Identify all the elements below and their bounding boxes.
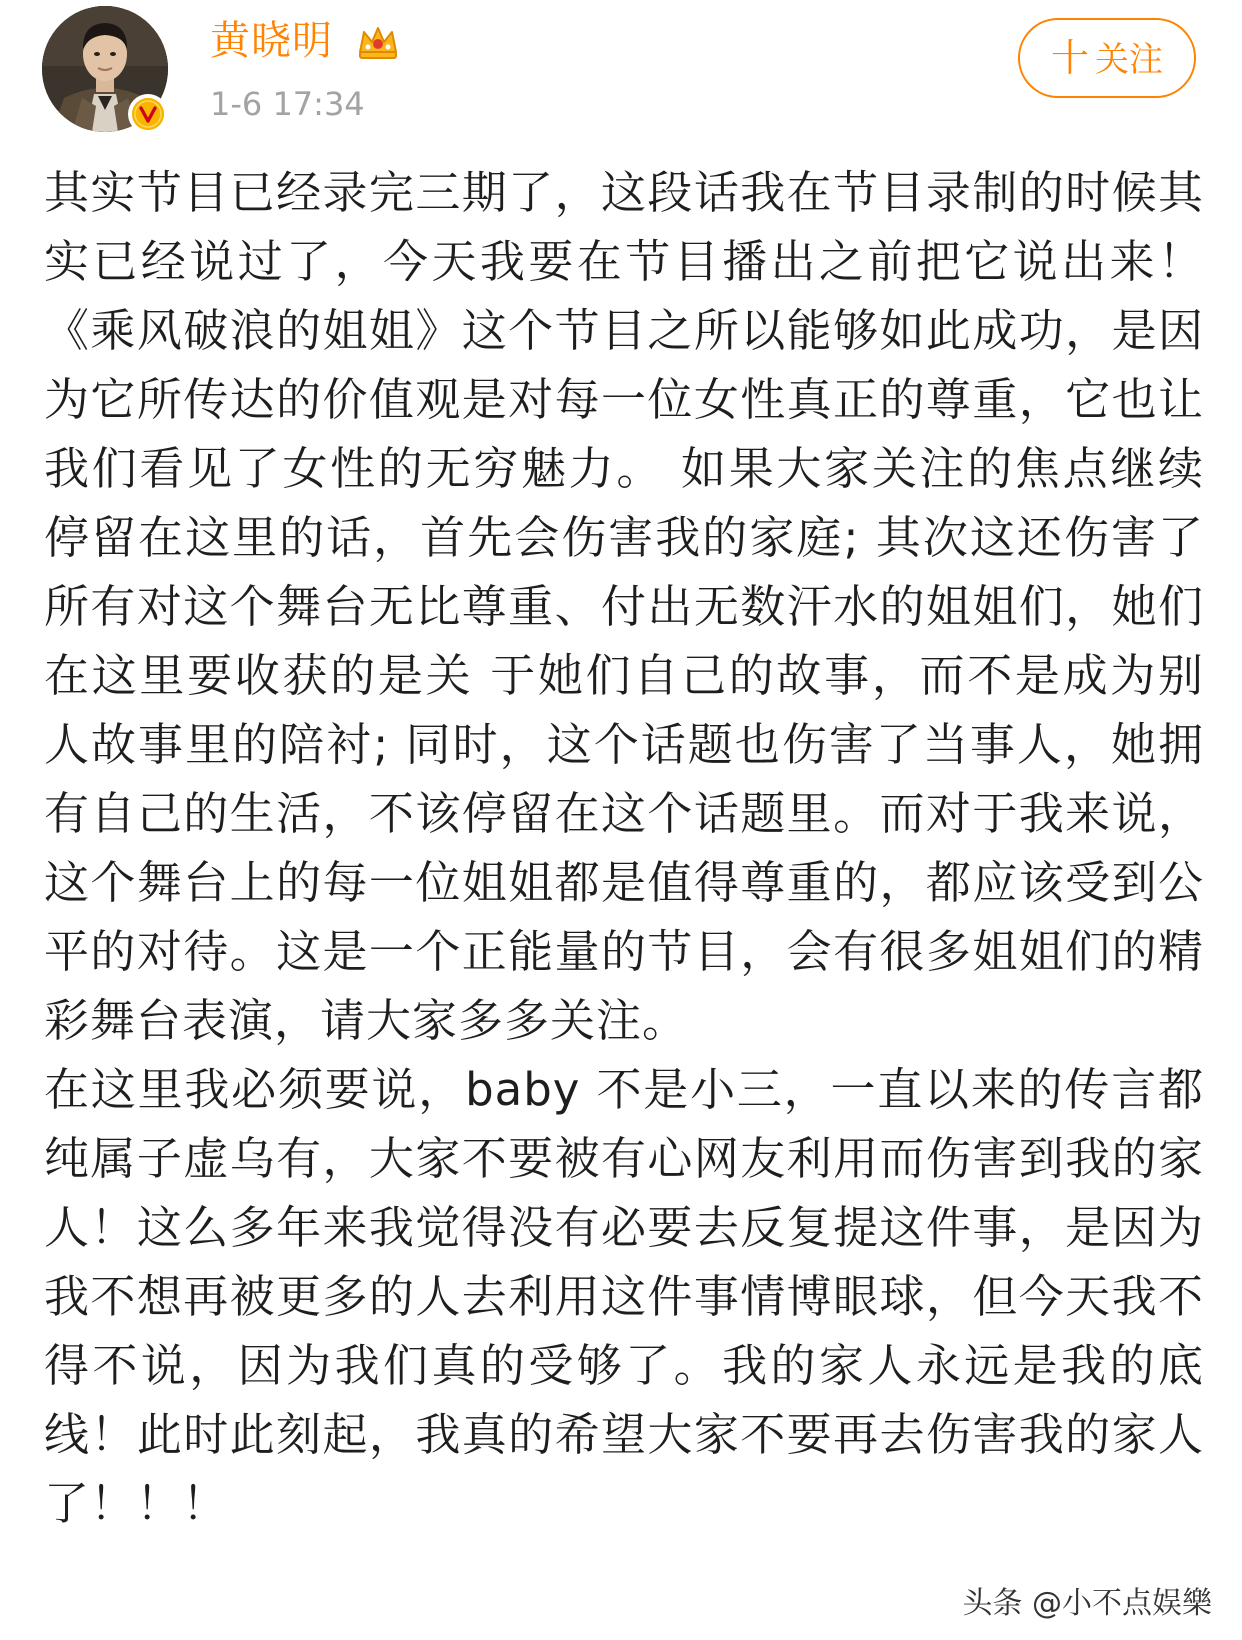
post-body: [44, 158, 1204, 1538]
post-paragraph: 其实节目已经录完三期了，这段话我在节目录制的时候其实已经说过了，今天我要在节目播出之前把它说出来！《乘风破浪的姐姐》这个节目之所以能够如此成功，是因为它所传达的价值观是对每一位女性真正的尊重，它也让我们看见了女性的无穷魅力。 如果大家关注的焦点继续停留在这里的话，首先会伤害我的家庭; 其次这还伤害了所有对这个舞台无比尊重、付出无数汗水的姐姐们，她们在这里要收获的是关 于她们自己的故事，而不是成为别人故事里的陪衬; 同时，这个话题也伤害了当事人，她拥有自己的生活，不该停留在这个话题里。而对于我来说，这个舞台上的每一位姐姐都是值得尊重的，都应该受到公平的对待。这是一个正能量的节目，会有很多姐姐们的精彩舞台表演，请大家多多关注。: [44, 166, 1204, 1047]
watermark: 头条 @小不点娱樂: [962, 1586, 1212, 1621]
author-name[interactable]: 黄晓明: [210, 18, 333, 64]
follow-button[interactable]: [1018, 18, 1196, 98]
plus-icon: 十: [1050, 36, 1089, 80]
verified-badge: [128, 94, 168, 134]
verified-v-icon: [132, 98, 164, 130]
follow-button-label: 关注: [1095, 40, 1163, 80]
post-header: [0, 0, 1242, 150]
post-paragraph: 在这里我必须要说，baby 不是小三，一直以来的传言都纯属子虚乌有，大家不要被有心网友利用而伤害到我的家人！这么多年来我觉得没有必要去反复提这件事，是因为我不想再被更多的人去利用这件事情博眼球，但今天我不得不说，因为我们真的受够了。我的家人永远是我的底线！此时此刻起，我真的希望大家不要再去伤害我的家人了！！！: [44, 1063, 1204, 1530]
post-timestamp: 1-6 17:34: [210, 85, 365, 123]
crown-icon[interactable]: [356, 22, 400, 62]
